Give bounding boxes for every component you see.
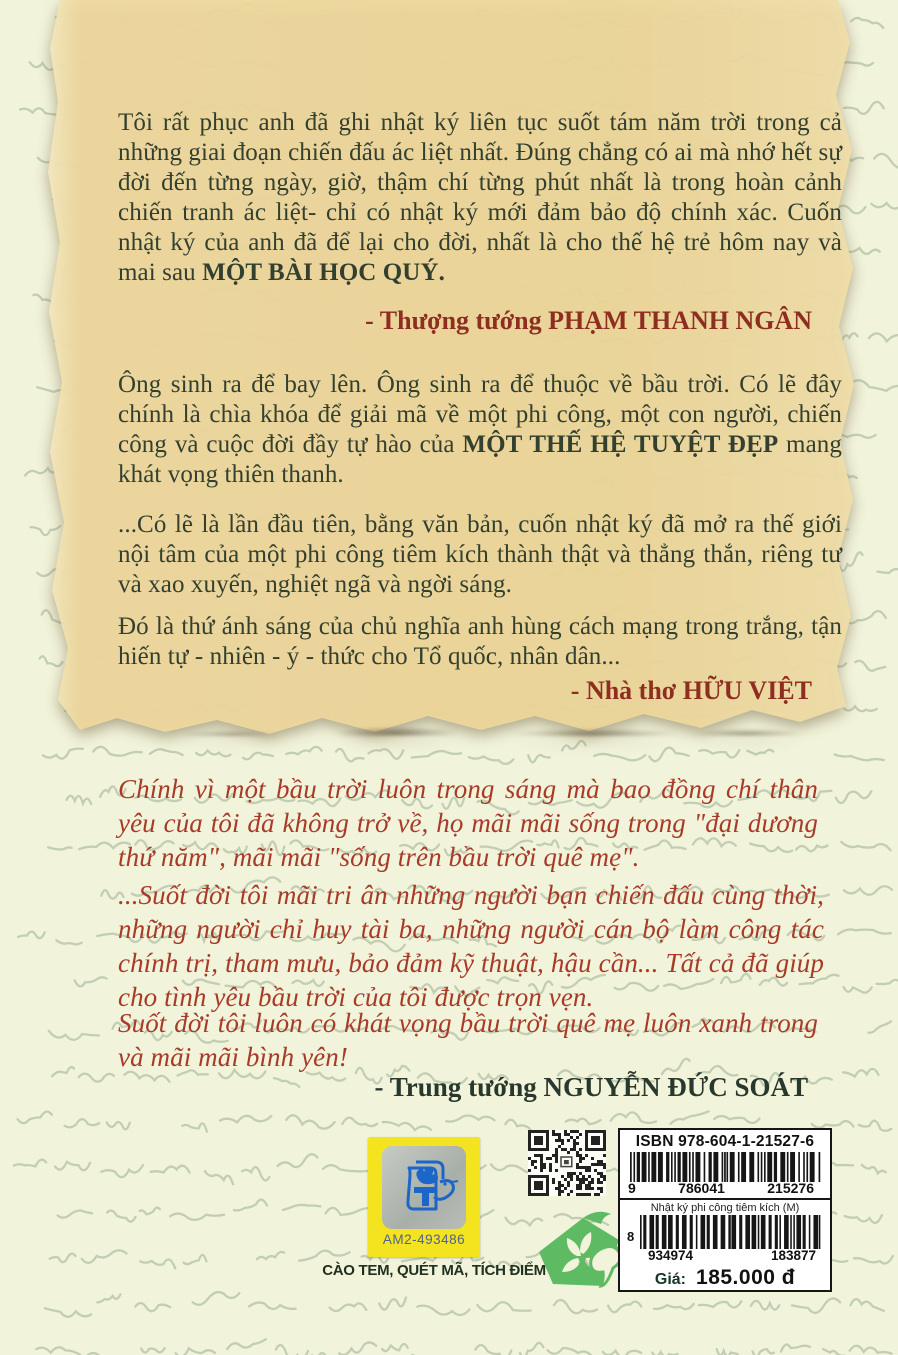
qr-code-icon xyxy=(528,1130,606,1196)
ean-digit-group: 786041 xyxy=(678,1180,725,1196)
quote-huu-viet-2: ...Có lẽ là lần đầu tiên, bằng văn bản, cuốn nhật ký đã mở ra thế giới nội tâm của một phi công tiêm kích thành thật và thẳng thắn, riêng tư và xao xuyến, nghiệt ngã và ngời sáng. xyxy=(118,511,842,598)
attribution-huu-viet: - Nhà thơ HỮU VIỆT xyxy=(570,676,812,705)
torn-edge-burn-shadow xyxy=(78,716,838,736)
red-quote-2: ...Suốt đời tôi mãi tri ân những người bạn chiến đấu cùng thời, những người chỉ huy tài ba, những người cán bộ làm công tác chính trị, tham mưu, bảo đảm kỹ thuật, hậu cần... Tất cả đã giúp cho tình yêu bầu trời của tôi được trọn vẹn. xyxy=(118,880,824,1012)
anti-counterfeit-sticker xyxy=(368,1137,480,1257)
stamp-silver-square xyxy=(382,1146,466,1229)
quote-bold-phrase: MỘT THẾ HỆ TUYỆT ĐẸP xyxy=(462,431,779,458)
isbn-barcode-icon xyxy=(630,1152,822,1182)
ean-digit-group: 215276 xyxy=(767,1180,814,1196)
quote-huu-viet-3: Đó là thứ ánh sáng của chủ nghĩa anh hùng cách mạng trong trắng, tận hiến tự - nhiên - ý - thức cho Tổ quốc, nhân dân... xyxy=(118,613,842,670)
red-quote-3: Suốt đời tôi luôn có khát vọng bầu trời quê mẹ luôn xanh trong và mãi mãi bình yên! xyxy=(118,1008,818,1072)
book-title-line: Nhật ký phi công tiêm kích (M) xyxy=(650,1202,800,1214)
quote-pham-thanh-ngan xyxy=(118,108,842,288)
quote-text: mang khát vọng thiên thanh. xyxy=(118,431,842,488)
product-barcode-icon xyxy=(640,1215,822,1249)
quote-huu-viet-1 xyxy=(118,370,842,490)
red-quote-1: Chính vì một bầu trời luôn trong sáng mà bao đồng chí thân yêu của tôi đã không trở về, họ mãi mãi sống trong "đại dương thứ năm", mãi mãi "sống trên bầu trời quê mẹ". xyxy=(118,774,818,872)
sticker-caption: CÀO TEM, QUÉT MÃ, TÍCH ĐIỂM xyxy=(322,1262,546,1279)
quote-text: Ông sinh ra để bay lên. Ông sinh ra để thuộc về bầu trời. Có lẽ đây chính là chìa khóa để giải mã về một phi công, một con người, chiến công và cuộc đời đầy tự hào của xyxy=(118,371,842,458)
barcode-box-divider xyxy=(620,1198,830,1200)
quote-bold-phrase: MỘT BÀI HỌC QUÝ. xyxy=(202,259,445,286)
stamp-code: AM2-493486 xyxy=(382,1232,466,1247)
attribution-pham-thanh-ngan: - Thượng tướng PHẠM THANH NGÂN xyxy=(365,306,812,335)
ean-digit-group: 9 xyxy=(628,1180,636,1196)
barcode-box xyxy=(618,1128,832,1292)
dove-flame-stamp-icon xyxy=(382,1146,466,1229)
attribution-nguyen-duc-soat: - Trung tướng NGUYỄN ĐỨC SOÁT xyxy=(374,1072,808,1102)
isbn-label: ISBN 978-604-1-21527-6 xyxy=(635,1133,815,1150)
barcode2-digit-group: 934974 xyxy=(648,1248,694,1263)
price-value: 185.000 đ xyxy=(696,1266,796,1289)
quote-text: Tôi rất phục anh đã ghi nhật ký liên tục suốt tám năm trời trong cả những giai đoạn chiến đấu ác liệt nhất. Đúng chẳng có ai mà nhớ hết sự đời đến từng ngày, giờ, thậm chí từng phút nhất là trong hoàn cảnh chiến tranh ác liệt- chỉ có nhật ký mới đảm bảo độ chính xác. Cuốn nhật ký của anh đã để lại cho đời, nhất là cho thế hệ trẻ hôm nay và mai sau xyxy=(118,109,842,286)
barcode2-lead-digit: 8 xyxy=(627,1229,635,1244)
barcode2-digit-group: 183877 xyxy=(770,1248,816,1263)
price-label: Giá: xyxy=(654,1271,687,1288)
